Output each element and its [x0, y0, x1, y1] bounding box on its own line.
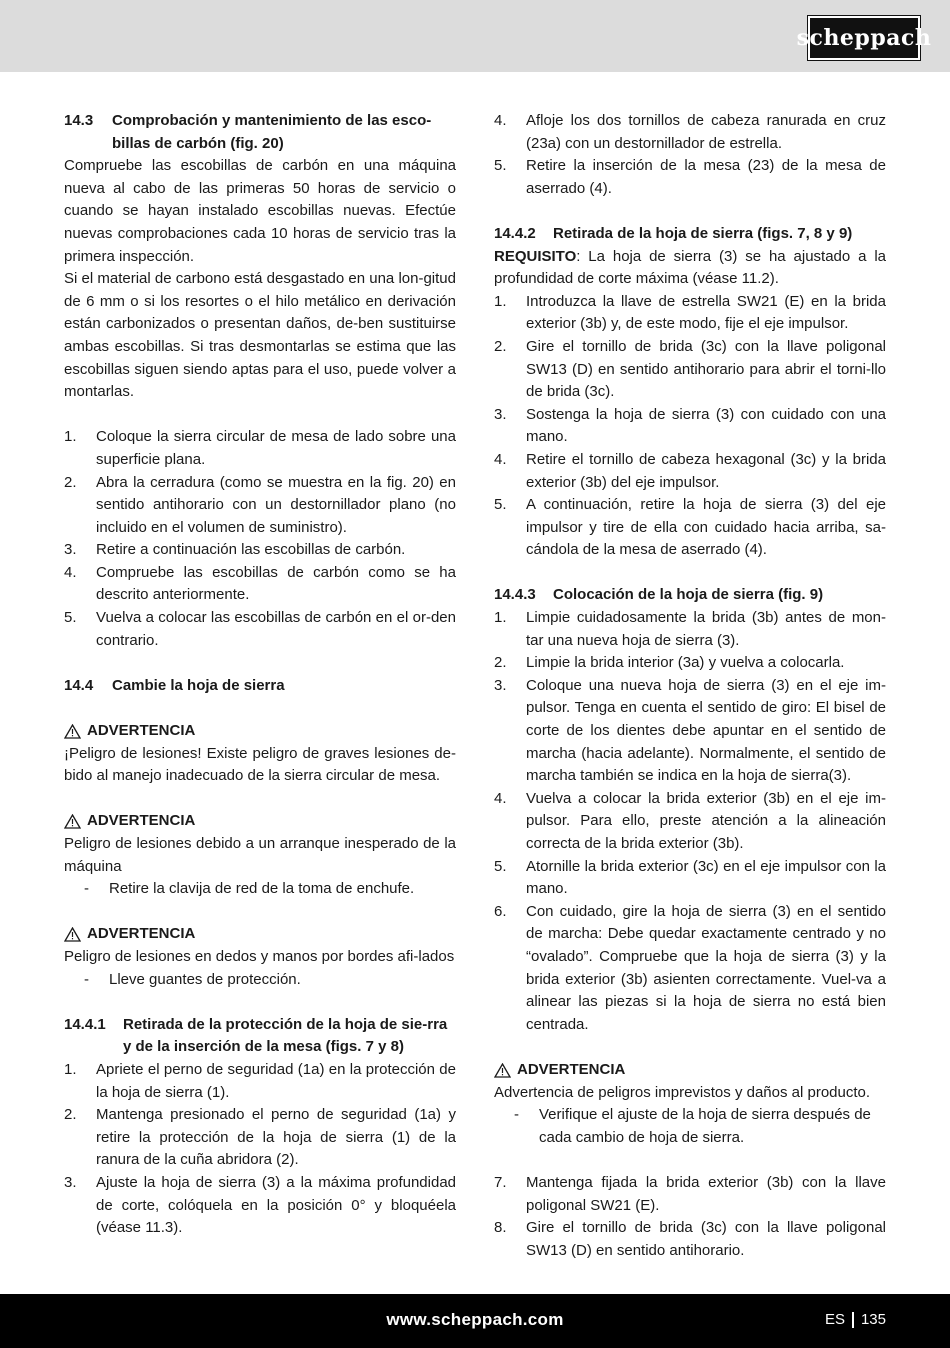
warning-text: Peligro de lesiones en dedos y manos por bordes afi-lados	[64, 947, 455, 965]
section-title: Retirada de la protección de la hoja de sie-rra y de la inserción de la mesa (figs. 7 y 8)	[123, 1015, 448, 1056]
list-item: 5. Retire la inserción de la mesa (23) de la mesa de aserrado (4).	[494, 157, 886, 197]
list-item: 1. Apriete el perno de seguridad (1a) en la protección de la hoja de sierra (1).	[64, 1060, 456, 1101]
dash-item: - Retire la clavija de red de la toma de enchufe.	[84, 880, 415, 898]
section-heading-14-4-3	[494, 584, 886, 607]
paragraph: Compruebe las escobillas de carbón en una máquina nueva al cabo de las primeras 50 horas de servicio o cuando se hayan instalado escobillas nuevas. Efectúe nuevas comprobaciones cada 10 horas de servicio tras la primera inspección.	[64, 157, 456, 265]
warning-triangle-icon	[64, 927, 81, 942]
list-item: 2. Abra la cerradura (como se muestra en la fig. 20) en sentido antihorario con un destornillador plano (no incluido en el volumen de suministro).	[64, 473, 456, 536]
numbered-list	[494, 1172, 886, 1262]
list-item: 5. Vuelva a colocar las escobillas de carbón en el or-den contrario.	[64, 609, 456, 649]
right-column	[494, 110, 886, 1262]
dash-item: - Lleve guantes de protección.	[84, 970, 301, 988]
numbered-list	[64, 1059, 456, 1240]
section-title: Retirada de la hoja de sierra (figs. 7, 8 y 9)	[553, 224, 853, 242]
list-item: 4. Retire el tornillo de cabeza hexagonal (3c) y la brida exterior (3b) del eje impulsor.	[494, 450, 886, 491]
list-item: 7. Mantenga fijada la brida exterior (3b) con la llave poligonal SW21 (E).	[494, 1173, 886, 1214]
list-item: 1. Limpie cuidadosamente la brida (3b) antes de mon-tar una nueva hoja de sierra (3).	[494, 609, 886, 649]
section-heading-14-4-1	[64, 1014, 456, 1059]
list-item: 2. Limpie la brida interior (3a) y vuelva a colocarla.	[494, 654, 845, 672]
list-item: 1. Coloque la sierra circular de mesa de lado sobre una superficie plana.	[64, 428, 456, 468]
paragraph: Si el material de carbono está desgastado en una lon-gitud de 6 mm o si los resortes o el hilo metálico en derivación están carbonizados o presentan daños, de-ben sustituirse ambas escobillas. Si tras desmontarlas se estima que las escobillas siguen siendo aptas para el uso, puede volver a montarlas.	[64, 270, 456, 401]
section-heading-14-4	[64, 675, 456, 698]
numbered-list	[64, 426, 456, 652]
section-number: 14.4.2	[494, 224, 536, 242]
warning-triangle-icon	[64, 814, 81, 829]
list-item: 4. Vuelva a colocar la brida exterior (3b) en el eje im-pulsor. Para ello, preste atención a la alineación correcta de la brida exterior (3b).	[494, 789, 886, 852]
page-footer	[0, 1294, 950, 1348]
warning-triangle-icon	[64, 724, 81, 739]
numbered-list	[494, 110, 886, 200]
separator	[852, 1312, 854, 1328]
list-item: 4. Afloje los dos tornillos de cabeza ranurada en cruz (23a) con un destornillador de estrella.	[494, 112, 886, 152]
dash-item: - Verifique el ajuste de la hoja de sierra después de cada cambio de hoja de sierra.	[514, 1106, 871, 1146]
page-indicator	[825, 1311, 886, 1328]
warning-text: Advertencia de peligros imprevistos y daños al producto.	[494, 1083, 871, 1101]
warning-text: Peligro de lesiones debido a un arranque inesperado de la máquina	[64, 835, 456, 875]
section-number: 14.4.3	[494, 586, 536, 604]
section-title: Comprobación y mantenimiento de las esco-billas de carbón (fig. 20)	[112, 112, 432, 152]
website-link[interactable]: www.scheppach.com	[386, 1310, 564, 1329]
requirement-label: REQUISITO	[494, 247, 577, 265]
list-item: 3. Retire a continuación las escobillas de carbón.	[64, 541, 406, 559]
section-heading-14-4-2	[494, 223, 886, 246]
requirement-paragraph: REQUISITO: La hoja de sierra (3) se ha ajustado a la profundidad de corte máxima (véase 11.2).	[494, 247, 886, 288]
language-code: ES	[824, 1311, 845, 1328]
warning-triangle-icon	[494, 1063, 511, 1078]
numbered-list	[494, 607, 886, 1036]
warning-heading: ADVERTENCIA	[64, 720, 456, 743]
brand-logo: scheppach	[808, 16, 920, 60]
list-item: 3. Coloque una nueva hoja de sierra (3) en el eje im-pulsor. Tenga en cuenta el sentido de giro: El bisel de corte de los dientes debe apuntar en el sentido de marcha (hacia adelante). Normalmente, el sentido de marcha también se indica en la hoja de sierra(3).	[494, 676, 886, 785]
section-heading-14-3	[64, 110, 456, 155]
list-item: 5. A continuación, retire la hoja de sierra (3) del eje impulsor y tire de ella con cuidado hacia arriba, sa-cándola de la mesa de aserrado (4).	[494, 496, 886, 559]
warning-text: ¡Peligro de lesiones! Existe peligro de graves lesiones de-bido al manejo inadecuado de la sierra circular de mesa.	[64, 744, 456, 785]
list-item: 1. Introduzca la llave de estrella SW21 (E) en la brida exterior (3b) y, de este modo, fije el eje impulsor.	[494, 292, 886, 333]
section-title: Cambie la hoja de sierra	[112, 676, 285, 694]
numbered-list	[494, 291, 886, 562]
list-item: 2. Gire el tornillo de brida (3c) con la llave poligonal SW13 (D) en sentido antihorario para abrir el torni-llo de brida (3c).	[494, 337, 886, 401]
section-number: 14.4.1	[64, 1015, 106, 1033]
warning-heading: ADVERTENCIA	[64, 810, 456, 833]
warning-heading: ADVERTENCIA	[494, 1059, 886, 1082]
left-column	[64, 110, 456, 1240]
list-item: 4. Compruebe las escobillas de carbón como se ha descrito anteriormente.	[64, 563, 456, 604]
warning-heading: ADVERTENCIA	[64, 923, 456, 946]
page-header	[0, 0, 950, 72]
list-item: 3. Sostenga la hoja de sierra (3) con cuidado con una mano.	[494, 405, 886, 446]
list-item: 6. Con cuidado, gire la hoja de sierra (3) en el sentido de marcha: Debe quedar exactamente centrado y no “ovalado”. Compruebe que la hoja de sierra (3) y la brida exterior (3b) asienten correctamente. Vuel-va a alinear las piezas si la hoja de sierra no está bien centrada.	[494, 902, 886, 1033]
section-title: Colocación de la hoja de sierra (fig. 9)	[553, 586, 824, 604]
page-number: 135	[860, 1311, 886, 1328]
list-item: 3. Ajuste la hoja de sierra (3) a la máxima profundidad de corte, colóquela en la posición 0° y bloquéela (véase 11.3).	[64, 1173, 456, 1237]
section-number: 14.3	[64, 112, 94, 129]
list-item: 8. Gire el tornillo de brida (3c) con la llave poligonal SW13 (D) en sentido antihorario.	[494, 1219, 886, 1259]
list-item: 5. Atornille la brida exterior (3c) en el eje impulsor con la mano.	[494, 857, 886, 898]
section-number: 14.4	[64, 676, 94, 694]
list-item: 2. Mantenga presionado el perno de seguridad (1a) y retire la protección de la hoja de sierra (1) de la ranura de la cuña abridora (2).	[64, 1106, 456, 1169]
